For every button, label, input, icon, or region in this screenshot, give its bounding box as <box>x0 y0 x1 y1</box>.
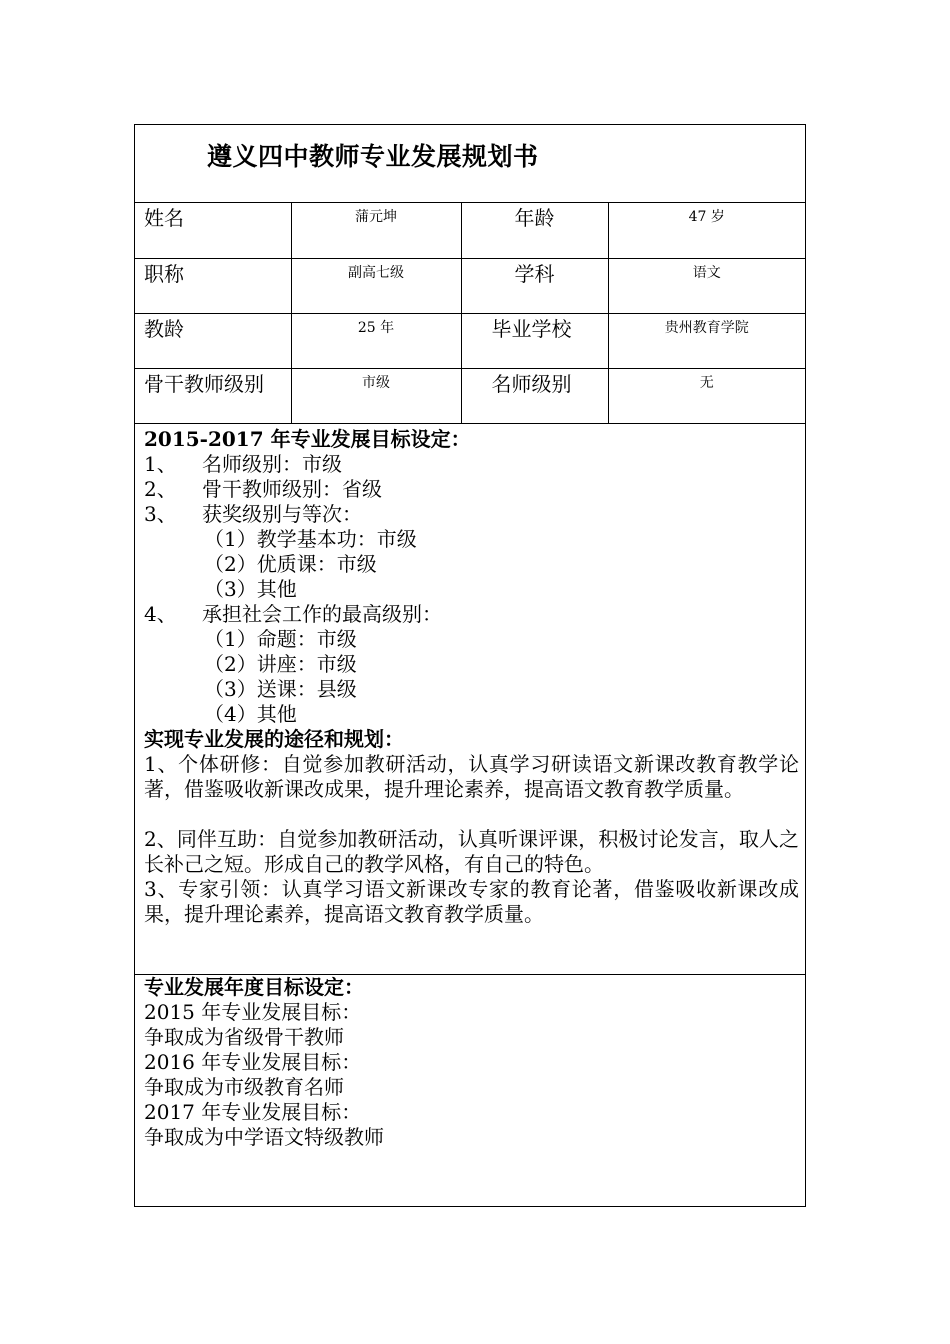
list-item <box>144 602 799 627</box>
annual-heading: 专业发展年度目标设定： <box>144 975 364 999</box>
table-row <box>135 368 805 423</box>
age-label-cell <box>461 203 608 258</box>
social-item: （3）送课：县级 <box>204 677 357 701</box>
award-item: （2）优质课：市级 <box>204 552 377 576</box>
subject-value: 语文 <box>692 264 721 281</box>
backbone-label-cell <box>135 368 291 423</box>
social-item: （4）其他 <box>204 702 297 726</box>
list-item <box>144 452 799 477</box>
goal-number: 1、 <box>144 452 177 476</box>
annual-line: 2017 年专业发展目标： <box>144 1100 362 1124</box>
teaching-years-label-cell <box>135 313 291 368</box>
table-row <box>135 258 805 313</box>
name-value-cell <box>291 203 461 258</box>
title-row <box>135 125 805 203</box>
school-label: 毕业学校 <box>491 316 572 341</box>
backbone-value-cell <box>291 368 461 423</box>
approach-paragraph-1: 1、个体研修：自觉参加教研活动，认真学习研读语文新课改教育教学论著，借鉴吸收新课改成果，提升理论素养，提高语文教育教学质量。 <box>144 752 799 801</box>
annual-line: 2015 年专业发展目标： <box>144 1000 362 1024</box>
teaching-years-value: 25 年 <box>357 319 395 336</box>
title-value-cell <box>291 258 461 313</box>
name-value: 蒲元坤 <box>355 209 397 225</box>
backbone-value: 市级 <box>362 374 390 391</box>
info-table <box>135 203 805 424</box>
planning-form <box>134 124 806 1207</box>
social-item: （2）讲座：市级 <box>204 652 357 676</box>
social-item: （1）命题：市级 <box>204 627 357 651</box>
title-label-cell <box>135 258 291 313</box>
annual-section <box>135 975 805 1206</box>
goal-number: 2、 <box>144 477 177 501</box>
age-label: 年龄 <box>514 206 555 230</box>
age-value-cell <box>608 203 805 258</box>
goal-text: 承担社会工作的最高级别： <box>202 602 442 626</box>
approach-paragraph-2: 2、同伴互助：自觉参加教研活动，认真听课评课，积极讨论发言，取人之长补己之短。形成自己的教学风格，有自己的特色。 <box>144 827 799 876</box>
famous-value-cell <box>608 368 805 423</box>
subject-value-cell <box>608 258 805 313</box>
school-label-cell <box>461 313 608 368</box>
age-value: 47 岁 <box>688 209 725 225</box>
title-label: 职称 <box>144 261 184 286</box>
famous-label: 名师级别 <box>491 371 572 396</box>
table-row <box>135 203 805 258</box>
goals-heading: 2015-2017 年专业发展目标设定： <box>144 427 471 451</box>
backbone-label: 骨干教师级别 <box>144 371 264 396</box>
goals-section <box>135 427 805 975</box>
goal-text: 名师级别：市级 <box>202 452 342 476</box>
goal-text: 骨干教师级别：省级 <box>202 477 382 501</box>
name-label-cell <box>135 203 291 258</box>
annual-line: 争取成为中学语文特级教师 <box>144 1125 384 1149</box>
goal-number: 4、 <box>144 602 177 626</box>
teaching-years-value-cell <box>291 313 461 368</box>
subject-label: 学科 <box>514 261 555 286</box>
award-item: （1）教学基本功：市级 <box>204 527 417 551</box>
document-title: 遵义四中教师专业发展规划书 <box>207 142 539 171</box>
approach-paragraph-3: 3、专家引领：认真学习语文新课改专家的教育论著，借鉴吸收新课改成果，提升理论素养，提高语文教育教学质量。 <box>144 877 799 926</box>
list-item <box>144 477 799 502</box>
famous-value: 无 <box>699 374 714 391</box>
goal-number: 3、 <box>144 502 177 526</box>
subject-label-cell <box>461 258 608 313</box>
spacer <box>144 802 799 827</box>
list-item <box>144 502 799 527</box>
school-value-cell <box>608 313 805 368</box>
annual-line: 2016 年专业发展目标： <box>144 1050 362 1074</box>
title-value: 副高七级 <box>348 264 404 281</box>
goal-text: 获奖级别与等次： <box>202 502 362 526</box>
approach-heading: 实现专业发展的途径和规划： <box>144 727 404 751</box>
famous-label-cell <box>461 368 608 423</box>
teaching-years-label: 教龄 <box>144 316 184 341</box>
name-label: 姓名 <box>144 206 184 230</box>
annual-line: 争取成为市级教育名师 <box>144 1075 344 1099</box>
annual-line: 争取成为省级骨干教师 <box>144 1025 344 1049</box>
school-value: 贵州教育学院 <box>664 319 749 336</box>
table-row <box>135 313 805 368</box>
award-item: （3）其他 <box>204 577 297 601</box>
